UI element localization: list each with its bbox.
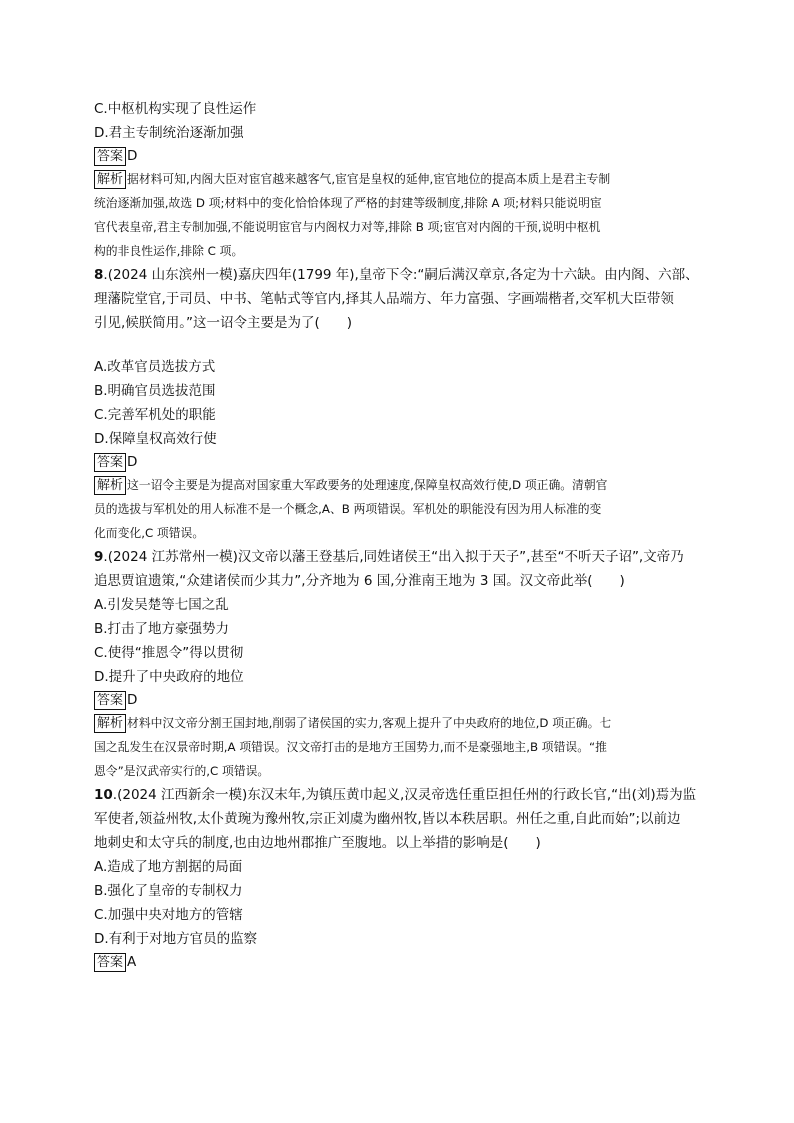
q8-analysis <box>94 473 702 545</box>
question-number: 8 <box>94 267 104 283</box>
page-content <box>94 97 702 973</box>
q10-answer <box>94 951 702 973</box>
analysis-line: 构的非良性运作,排除 C 项。 <box>94 244 244 258</box>
stem-text: .(2024 江苏常州一模)汉文帝以藩王登基后,同姓诸侯王“出入拟于天子”,甚至“不听天子诏”,文帝乃 <box>103 549 684 565</box>
q8-option-b: B.明确官员选拔范围 <box>94 383 216 399</box>
question-8 <box>94 263 702 545</box>
answer-tag: 答案 <box>94 453 126 472</box>
q9-stem-line <box>94 545 702 569</box>
q10-option-a: A.造成了地方割据的局面 <box>94 859 243 875</box>
analysis-tag: 解析 <box>94 714 126 733</box>
question-number: 10 <box>94 787 113 803</box>
q10-stem-line <box>94 783 702 807</box>
analysis-tag: 解析 <box>94 476 126 495</box>
analysis-text: 据材料可知,内阁大臣对宦官越来越客气,宦官是皇权的延伸,宦官地位的提高本质上是君主专制 <box>127 172 611 186</box>
analysis-line: 化而变化,C 项错误。 <box>94 526 205 540</box>
question-10 <box>94 783 702 973</box>
analysis-line: 员的选拔与军机处的用人标准不是一个概念,A、B 两项错误。军机处的职能没有因为用人标准的变 <box>94 502 602 516</box>
answer-value: D <box>127 454 138 470</box>
stem-text: .(2024 江西新余一模)东汉末年,为镇压黄巾起义,汉灵帝选任重臣担任州的行政长官,“出(刘)焉为监 <box>112 787 697 803</box>
q8-stem-line: 引见,候朕简用。”这一诏令主要是为了( ) <box>94 315 353 331</box>
q9-option-d: D.提升了中央政府的地位 <box>94 669 244 685</box>
q9-answer <box>94 689 702 711</box>
q8-stem-line: 理藩院堂官,于司员、中书、笔帖式等官内,择其人品端方、年力富强、字画端楷者,交军机大臣带领 <box>94 291 674 307</box>
answer-tag: 答案 <box>94 953 126 972</box>
q8-option-c: C.完善军机处的职能 <box>94 407 216 423</box>
question-7-tail <box>94 97 702 263</box>
stem-text: .(2024 山东滨州一模)嘉庆四年(1799 年),皇帝下令:“嗣后满汉章京,各定为十六缺。由内阁、六部、 <box>103 267 699 283</box>
q7-analysis <box>94 167 702 263</box>
answer-tag: 答案 <box>94 691 126 710</box>
q9-analysis <box>94 711 702 783</box>
q8-option-d: D.保障皇权高效行使 <box>94 431 217 447</box>
q7-option-c: C.中枢机构实现了良性运作 <box>94 101 257 117</box>
q8-option-a: A.改革官员选拔方式 <box>94 359 216 375</box>
q8-answer <box>94 451 702 473</box>
q10-option-b: B.强化了皇帝的专制权力 <box>94 883 243 899</box>
question-number: 9 <box>94 549 104 565</box>
q9-option-b: B.打击了地方豪强势力 <box>94 621 230 637</box>
q10-stem-line: 地刺史和太守兵的制度,也由边地州郡推广至腹地。以上举措的影响是( ) <box>94 835 541 851</box>
q9-option-a: A.引发吴楚等七国之乱 <box>94 597 229 613</box>
q10-stem-line: 军使者,领益州牧,太仆黄琬为豫州牧,宗正刘虞为幽州牧,皆以本秩居职。州任之重,自此而始”;以前边 <box>94 811 681 827</box>
q7-option-d: D.君主专制统治逐渐加强 <box>94 125 244 141</box>
answer-value: D <box>127 148 138 164</box>
q10-option-d: D.有利于对地方官员的监察 <box>94 931 258 947</box>
q9-option-c: C.使得“推恩令”得以贯彻 <box>94 645 244 661</box>
analysis-line <box>94 473 702 497</box>
analysis-line <box>94 167 702 191</box>
analysis-line: 统治逐渐加强,故选 D 项;材料中的变化恰恰体现了严格的封建等级制度,排除 A 项;材料只能说明宦 <box>94 196 602 210</box>
answer-value: D <box>127 692 138 708</box>
analysis-text: 材料中汉文帝分割王国封地,削弱了诸侯国的实力,客观上提升了中央政府的地位,D 项正确。七 <box>127 716 612 730</box>
analysis-tag: 解析 <box>94 170 126 189</box>
analysis-text: 这一诏令主要是为提高对国家重大军政要务的处理速度,保障皇权高效行使,D 项正确。清朝官 <box>127 478 608 492</box>
analysis-line: 国之乱发生在汉景帝时期,A 项错误。汉文帝打击的是地方王国势力,而不是豪强地主,B 项错误。“推 <box>94 740 607 754</box>
analysis-line: 官代表皇帝,君主专制加强,不能说明宦官与内阁权力对等,排除 B 项;宦官对内阁的干预,说明中枢机 <box>94 220 601 234</box>
q10-option-c: C.加强中央对地方的管辖 <box>94 907 243 923</box>
q7-answer <box>94 145 702 167</box>
analysis-line <box>94 711 702 735</box>
answer-tag: 答案 <box>94 147 126 166</box>
q8-stem-line <box>94 263 702 287</box>
question-9 <box>94 545 702 783</box>
analysis-line: 恩令”是汉武帝实行的,C 项错误。 <box>94 764 270 778</box>
q9-stem-line: 追思贾谊遗策,“众建诸侯而少其力”,分齐地为 6 国,分淮南王地为 3 国。汉文帝此举( ) <box>94 573 625 589</box>
answer-value: A <box>127 954 137 970</box>
